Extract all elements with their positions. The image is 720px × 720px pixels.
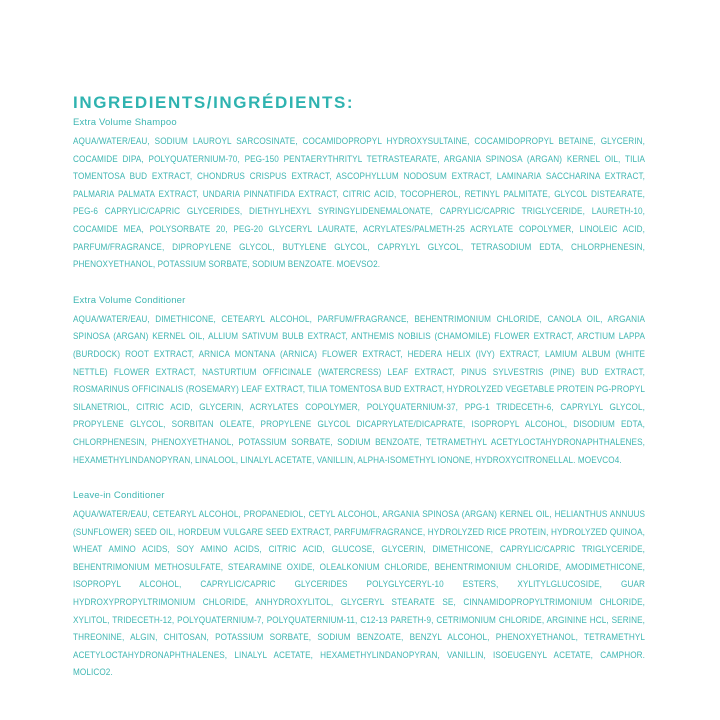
leave-in-ingredients: AQUA/WATER/EAU, CETEARYL ALCOHOL, PROPANEDIOL, CETYL ALCOHOL, ARGANIA SPINOSA (ARGAN) KERNEL OIL, HELIANTHUS ANNUUS (SUNFLOWER) SEED OIL, HORDEUM VULGARE SEED EXTRACT, PARFUM/FRAGRANCE, HYDROLYZED RICE PROTEIN, HYDROLYZED QUINOA, WHEAT AMINO ACIDS, SOY AMINO ACIDS, CITRIC ACID, GLUCOSE, GLYCERIN, DIMETHICONE, CAPRYLIC/CAPRIC TRIGLYCERIDE, BEHENTRIMONIUM METHOSULFATE, STEARAMINE OXIDE, OLEALKONIUM CHLORIDE, BEHENTRIMONIUM CHLORIDE, AMODIMETHICONE, ISOPROPYL ALCOHOL, CAPRYLIC/CAPRIC GLYCERIDES POLYGLYCERYL-10 ESTERS, XYLITYLGLUCOSIDE, GUAR HYDROXYPROPYLTRIMONIUM CHLORIDE, ANHYDROXYLITOL, GLYCERYL STEARATE SE, CINNAMIDOPROPYLTRIMONIUM CHLORIDE, XYLITOL, TRIDECETH-12, POLYQUATERNIUM-7, POLYQUATERNIUM-11, C12-13 PARETH-9, CETRIMONIUM CHLORIDE, ARGININE HCL, SERINE, THREONINE, ALGIN, CHITOSAN, POTASSIUM SORBATE, SODIUM BENZOATE, BENZYL ALCOHOL, PHENOXYETHANOL, TETRAMETHYL ACETYLOCTAHYDRONAPHTHALENES, LINALYL ACETATE, HEXAMETHYLINDANOPYRAN, VANILLIN, ISOEUGENYL ACETATE, CAMPHOR. MOLICO2. <box>73 509 645 678</box>
shampoo-section <box>73 116 647 274</box>
leave-in-title: Leave-in Conditioner <box>73 490 165 502</box>
leave-in-section <box>73 489 647 682</box>
shampoo-title: Extra Volume Shampoo <box>73 117 177 128</box>
conditioner-ingredients: AQUA/WATER/EAU, DIMETHICONE, CETEARYL ALCOHOL, PARFUM/FRAGRANCE, BEHENTRIMONIUM CHLORIDE, CANOLA OIL, ARGANIA SPINOSA (ARGAN) KERNEL OIL, ALLIUM SATIVUM BULB EXTRACT, ANTHEMIS NOBILIS (CHAMOMILE) FLOWER EXTRACT, ARCTIUM LAPPA (BURDOCK) ROOT EXTRACT, ARNICA MONTANA (ARNICA) FLOWER EXTRACT, HEDERA HELIX (IVY) EXTRACT, LAMIUM ALBUM (WHITE NETTLE) FLOWER EXTRACT, NASTURTIUM OFFICINALE (WATERCRESS) LEAF EXTRACT, PINUS SYLVESTRIS (PINE) BUD EXTRACT, ROSMARINUS OFFICINALIS (ROSEMARY) LEAF EXTRACT, TILIA TOMENTOSA BUD EXTRACT, HYDROLYZED VEGETABLE PROTEIN PG-PROPYL SILANETRIOL, CITRIC ACID, GLYCERIN, ACRYLATES COPOLYMER, POLYQUATERNIUM-37, PPG-1 TRIDECETH-6, CAPRYLYL GLYCOL, PROPYLENE GLYCOL, SORBITAN OLEATE, PROPYLENE GLYCOL DICAPRYLATE/DICAPRATE, ISOPROPYL ALCOHOL, DISODIUM EDTA, CHLORPHENESIN, PHENOXYETHANOL, POTASSIUM SORBATE, SODIUM BENZOATE, TETRAMETHYL ACETYLOCTAHYDRONAPHTHALENES, HEXAMETHYLINDANOPYRAN, LINALOOL, LINALYL ACETATE, VANILLIN, ALPHA-ISOMETHYL IONONE, HYDROXYCITRONELLAL. MOEVCO4. <box>73 313 645 465</box>
ingredients-heading: INGREDIENTS/INGRÉDIENTS: <box>73 93 355 112</box>
shampoo-ingredients: AQUA/WATER/EAU, SODIUM LAUROYL SARCOSINATE, COCAMIDOPROPYL HYDROXYSULTAINE, COCAMIDOPROPYL BETAINE, GLYCERIN, COCAMIDE DIPA, POLYQUATERNIUM-70, PEG-150 PENTAERYTHRITYL TETRASTEARATE, ARGANIA SPINOSA (ARGAN) KERNEL OIL, TILIA TOMENTOSA BUD EXTRACT, CHONDRUS CRISPUS EXTRACT, ASCOPHYLLUM NODOSUM EXTRACT, LAMINARIA SACCHARINA EXTRACT, PALMARIA PALMATA EXTRACT, UNDARIA PINNATIFIDA EXTRACT, CITRIC ACID, TOCOPHEROL, RETINYL PALMITATE, GLYCOL DISTEARATE, PEG-6 CAPRYLIC/CAPRIC GLYCERIDES, DIETHYLHEXYL SYRINGYLIDENEMALONATE, CAPRYLIC/CAPRIC TRIGLYCERIDE, LAURETH-10, COCAMIDE MEA, POLYSORBATE 20, PEG-20 GLYCERYL LAURATE, ACRYLATES/PALMETH-25 ACRYLATE COPOLYMER, LINOLEIC ACID, PARFUM/FRAGRANCE, DIPROPYLENE GLYCOL, BUTYLENE GLYCOL, CAPRYLYL GLYCOL, TETRASODIUM EDTA, CHLORPHENESIN, PHENOXYETHANOL, POTASSIUM SORBATE, SODIUM BENZOATE. MOEVSO2. <box>73 136 645 270</box>
conditioner-section <box>73 294 647 469</box>
conditioner-title: Extra Volume Conditioner <box>73 294 186 306</box>
